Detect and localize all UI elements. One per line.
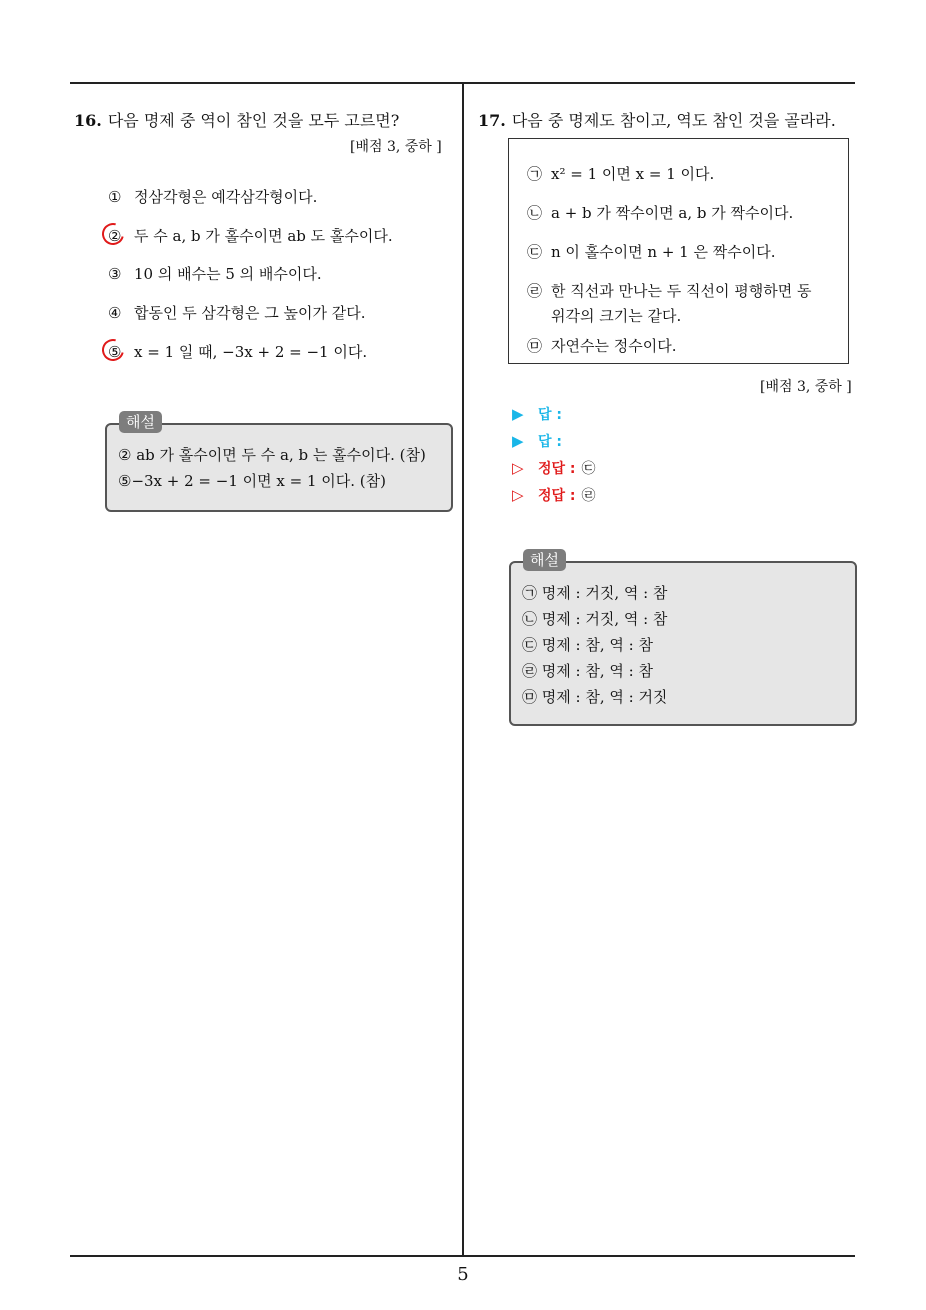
page-number: 5 (457, 1264, 469, 1285)
q16-choice-2[interactable] (108, 225, 393, 246)
q17-number: 17. (478, 111, 506, 130)
play-icon: ▶ (512, 432, 524, 450)
q16-solution-line-2: ⑤−3x + 2 = −1 이면 x = 1 이다. (참) (118, 472, 386, 490)
q16-solution-box (105, 423, 453, 512)
triangle-outline-icon: ▷ (512, 459, 524, 477)
choice-number: ③ (108, 265, 122, 283)
q17-proposition-5 (527, 335, 676, 356)
choice-text: 정삼각형은 예각삼각형이다. (134, 188, 318, 206)
q16-choice-5[interactable] (108, 341, 367, 362)
q17-correct-answer-2 (512, 485, 596, 505)
q17-proposition-3 (527, 241, 775, 262)
q17-solution-tag: 해설 (523, 549, 566, 571)
q17-title (478, 108, 836, 131)
choice-number: ④ (108, 304, 122, 322)
play-icon: ▶ (512, 405, 524, 423)
q17-correct-answer-1 (512, 458, 596, 478)
prop-text: n 이 홀수이면 n + 1 은 짝수이다. (551, 243, 776, 261)
q16-solution-line-1: ② ab 가 홀수이면 두 수 a, b 는 홀수이다. (참) (118, 446, 426, 464)
q17-question: 다음 중 명제도 참이고, 역도 참인 것을 골라라. (511, 111, 836, 130)
prop-number: ㉢ (527, 243, 543, 261)
prop-number: ㉠ (527, 165, 543, 183)
answer-label: 정답 : (538, 488, 576, 504)
q17-solution-line-4: ㉣ 명제 : 참, 역 : 참 (522, 662, 653, 680)
choice-number-circled: ② (108, 227, 134, 245)
choice-number-circled: ⑤ (108, 343, 134, 361)
bottom-rule (70, 1255, 855, 1257)
q17-proposition-4 (527, 280, 811, 301)
q17-answer-2[interactable] (512, 431, 568, 451)
answer-label: 답 : (538, 434, 562, 450)
choice-text: 10 의 배수는 5 의 배수이다. (134, 265, 322, 283)
q17-solution-line-5: ㉤ 명제 : 참, 역 : 거짓 (522, 688, 668, 706)
q17-solution-line-1: ㉠ 명제 : 거짓, 역 : 참 (522, 584, 668, 602)
q16-points: [배점 3, 중하 ] (350, 139, 442, 155)
q16-question: 다음 명제 중 역이 참인 것을 모두 고르면? (107, 111, 400, 130)
answer-value: ㉢ (581, 461, 596, 477)
answer-label: 답 : (538, 407, 562, 423)
answer-value: ㉣ (581, 488, 596, 504)
q17-points: [배점 3, 중하 ] (760, 379, 852, 395)
q16-number: 16. (74, 111, 102, 130)
q16-title (74, 108, 399, 131)
q16-choice-3[interactable] (108, 263, 322, 284)
q16-solution-tag: 해설 (119, 411, 162, 433)
column-divider (462, 83, 464, 1256)
prop-text: x² = 1 이면 x = 1 이다. (551, 165, 715, 183)
choice-text: x = 1 일 때, −3x + 2 = −1 이다. (134, 343, 368, 361)
prop-number: ㉤ (527, 337, 543, 355)
q17-solution-line-3: ㉢ 명제 : 참, 역 : 참 (522, 636, 653, 654)
q17-solution-line-2: ㉡ 명제 : 거짓, 역 : 참 (522, 610, 668, 628)
triangle-outline-icon: ▷ (512, 486, 524, 504)
prop-text: 자연수는 정수이다. (551, 337, 677, 355)
q17-proposition-4-cont (527, 305, 681, 326)
prop-text: 위각의 크기는 같다. (551, 307, 682, 325)
prop-text: a + b 가 짝수이면 a, b 가 짝수이다. (551, 204, 794, 222)
prop-number: ㉡ (527, 204, 543, 222)
q17-answer-1[interactable] (512, 404, 568, 424)
prop-number: ㉣ (527, 282, 543, 300)
q16-choice-1[interactable] (108, 186, 317, 207)
q17-proposition-1 (527, 163, 714, 184)
q16-choice-4[interactable] (108, 302, 365, 323)
q17-proposition-2 (527, 202, 793, 223)
choice-text: 두 수 a, b 가 홀수이면 ab 도 홀수이다. (134, 227, 393, 245)
answer-label: 정답 : (538, 461, 576, 477)
prop-text: 한 직선과 만나는 두 직선이 평행하면 동 (551, 282, 812, 300)
choice-number: ① (108, 188, 122, 206)
choice-text: 합동인 두 삼각형은 그 높이가 같다. (134, 304, 366, 322)
